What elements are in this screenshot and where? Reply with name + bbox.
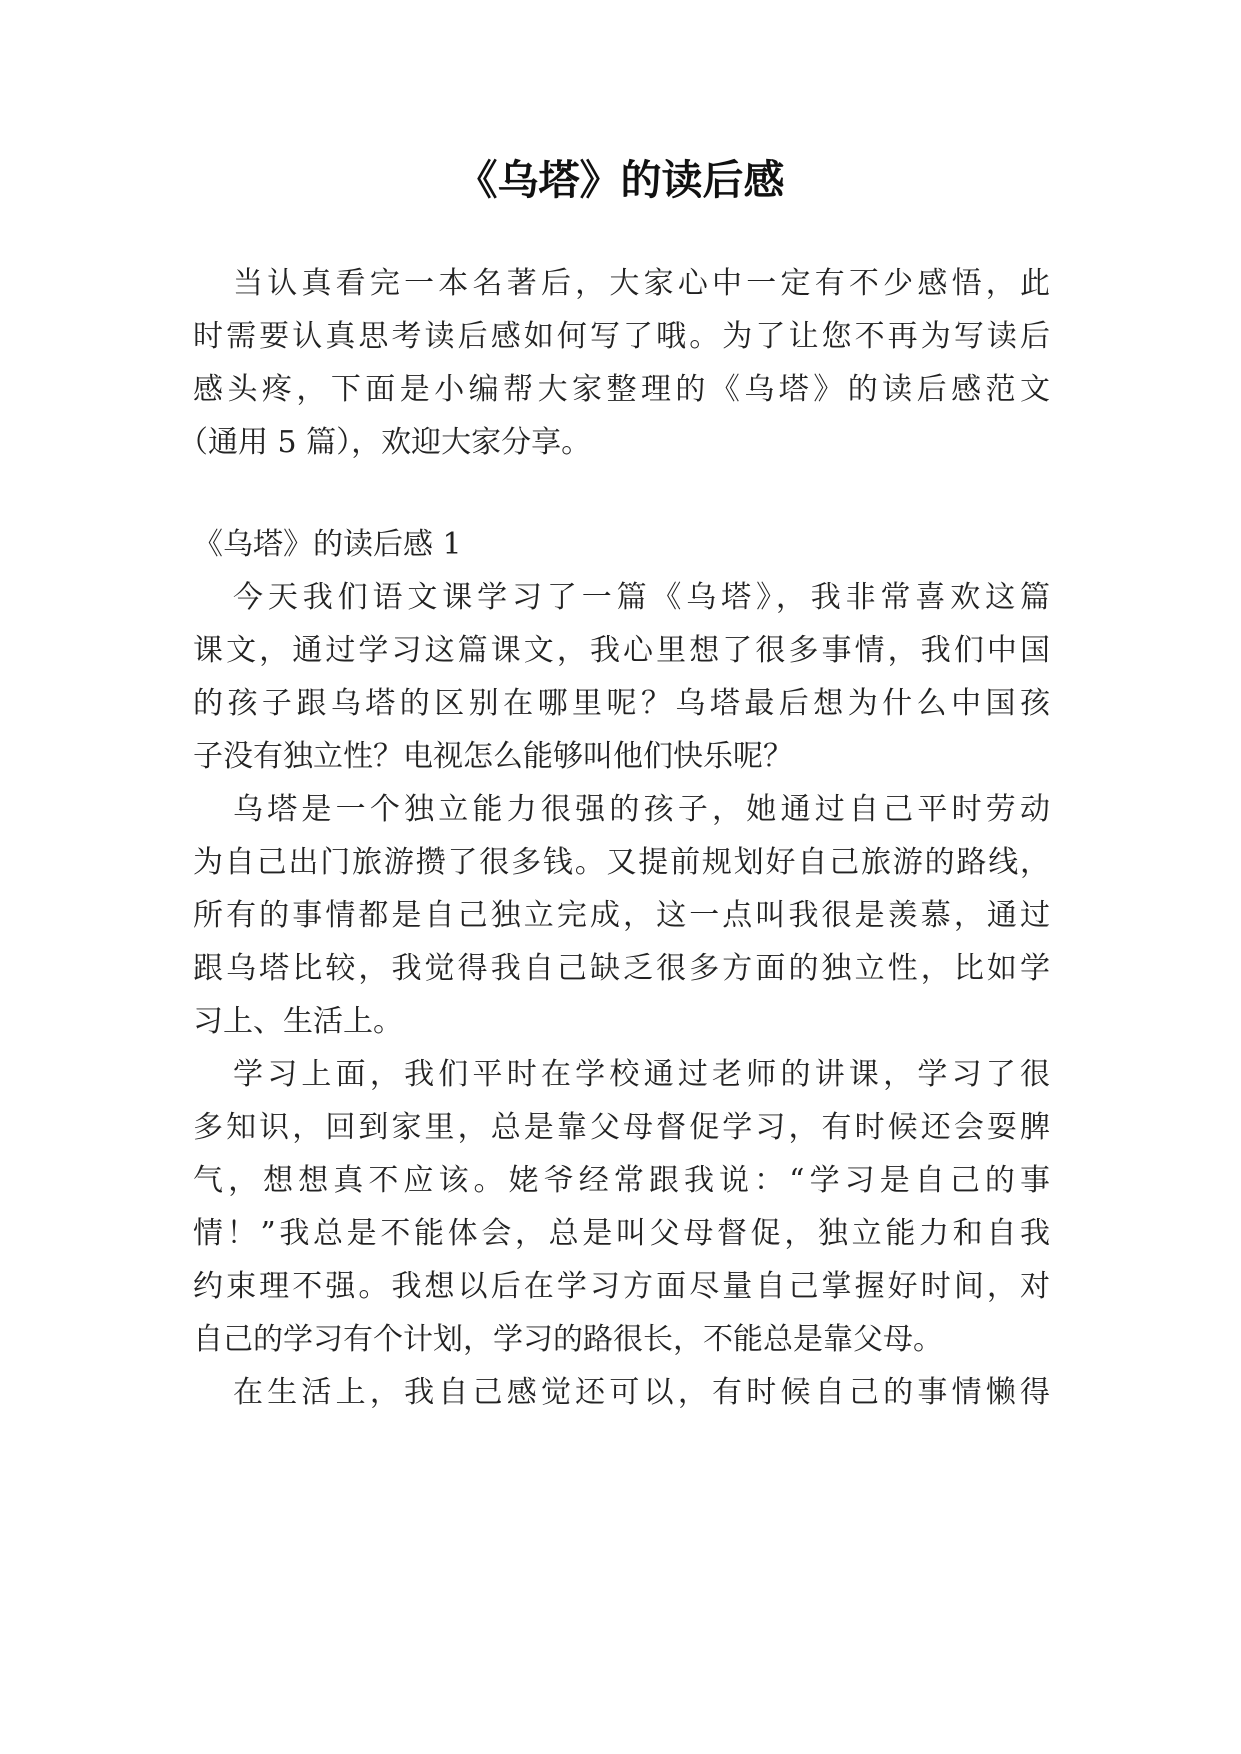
body-line: 乌塔是一个独立能力很强的孩子，她通过自己平时劳动 [233,792,1050,827]
body-line: 约束理不强。我想以后在学习方面尽量自己掌握好时间，对 [193,1269,1050,1304]
body-line: 所有的事情都是自己独立完成，这一点叫我很是羡慕，通过 [193,898,1050,933]
body-line: 课文，通过学习这篇课文，我心里想了很多事情，我们中国 [193,633,1050,668]
document-title: 《乌塔》的读后感 [456,156,785,204]
intro-line: 当认真看完一本名著后，大家心中一定有不少感悟，此 [233,266,1050,301]
body-line: 跟乌塔比较，我觉得我自己缺乏很多方面的独立性，比如学 [193,951,1050,986]
body-line: 多知识，回到家里，总是靠父母督促学习，有时候还会耍脾 [193,1110,1050,1145]
intro-line: 时需要认真思考读后感如何写了哦。为了让您不再为写读后 [193,319,1050,354]
body-line: 学习上面，我们平时在学校通过老师的讲课，学习了很 [233,1057,1050,1092]
body-line: 的孩子跟乌塔的区别在哪里呢？乌塔最后想为什么中国孩 [193,686,1050,721]
intro-line: 感头疼，下面是小编帮大家整理的《乌塔》的读后感范文 [193,372,1050,407]
body-line: 今天我们语文课学习了一篇《乌塔》，我非常喜欢这篇 [233,580,1050,615]
body-line: 自己的学习有个计划，学习的路很长，不能总是靠父母。 [193,1322,943,1357]
section-heading: 《乌塔》的读后感 1 [193,527,462,562]
body-line: 为自己出门旅游攒了很多钱。又提前规划好自己旅游的路线， [193,845,1050,880]
body-line: 习上、生活上。 [193,1004,403,1039]
body-line: 气，想想真不应该。姥爷经常跟我说：“学习是自己的事 [193,1163,1050,1198]
body-line: 子没有独立性？电视怎么能够叫他们快乐呢？ [193,739,793,774]
intro-line: （通用 5 篇），欢迎大家分享。 [178,425,592,460]
body-line: 情！”我总是不能体会，总是叫父母督促，独立能力和自我 [193,1216,1050,1251]
body-line: 在生活上，我自己感觉还可以，有时候自己的事情懒得 [233,1375,1050,1410]
